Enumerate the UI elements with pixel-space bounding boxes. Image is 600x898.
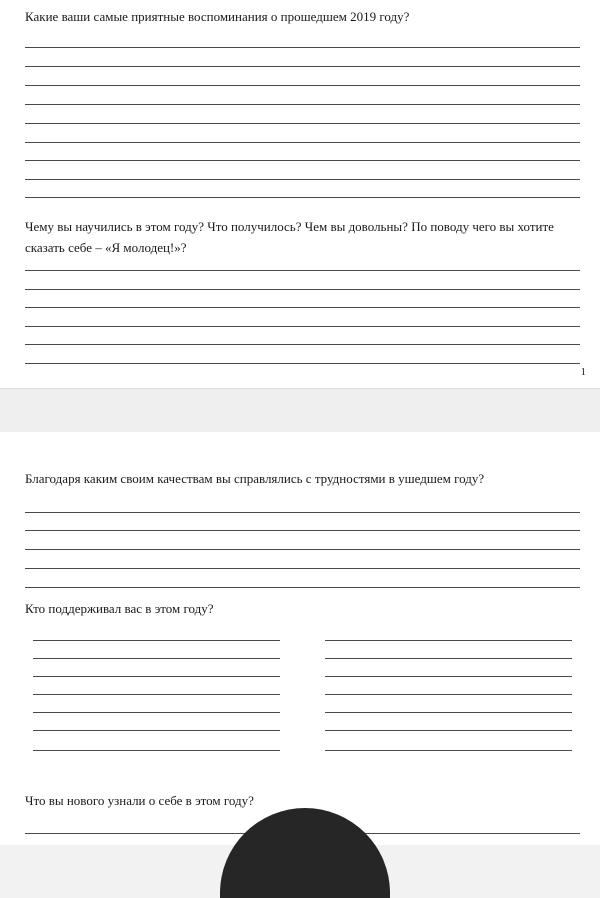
answer-line[interactable] [25, 363, 580, 364]
answer-line-left[interactable] [33, 712, 280, 713]
answer-line[interactable] [25, 512, 580, 513]
answer-line-right[interactable] [325, 712, 572, 713]
answer-line[interactable] [25, 326, 580, 327]
page-number: 1 [580, 366, 586, 378]
answer-line-left[interactable] [33, 750, 280, 751]
answer-line[interactable] [25, 123, 580, 124]
question-qualities: Благодаря каким своим качествам вы справлялись с трудностями в ушедшем году? [25, 471, 485, 486]
question-who-supported: Кто поддерживал вас в этом году? [25, 601, 214, 616]
answer-line[interactable] [25, 197, 580, 198]
answer-line-right[interactable] [325, 676, 572, 677]
answer-line-right[interactable] [325, 694, 572, 695]
answer-line-left[interactable] [33, 730, 280, 731]
answer-line[interactable] [25, 179, 580, 180]
answer-line[interactable] [25, 344, 580, 345]
answer-line-left[interactable] [33, 694, 280, 695]
answer-line-left[interactable] [33, 640, 280, 641]
question-what-learned: Чему вы научились в этом году? Что получилось? Чем вы довольны? По поводу чего вы хотите сказать себе – «Я молодец!»? [25, 219, 554, 255]
answer-line[interactable] [25, 289, 580, 290]
answer-line[interactable] [25, 270, 580, 271]
question-learned-about-self: Что вы нового узнали о себе в этом году? [25, 793, 254, 808]
answer-line[interactable] [25, 307, 580, 308]
answer-line[interactable] [25, 568, 580, 569]
answer-line[interactable] [25, 160, 580, 161]
answer-line[interactable] [25, 66, 580, 67]
answer-line[interactable] [25, 47, 580, 48]
answer-line[interactable] [25, 142, 580, 143]
answer-line[interactable] [25, 549, 580, 550]
answer-line-left[interactable] [33, 676, 280, 677]
document-page-1 [0, 0, 600, 388]
answer-line-left[interactable] [33, 658, 280, 659]
answer-line-right[interactable] [325, 750, 572, 751]
answer-line[interactable] [25, 530, 580, 531]
question-pleasant-memories: Какие ваши самые приятные воспоминания о прошедшем 2019 году? [25, 9, 410, 24]
document-page-2 [0, 432, 600, 845]
answer-line[interactable] [25, 85, 580, 86]
answer-line-right[interactable] [325, 640, 572, 641]
answer-line-right[interactable] [325, 658, 572, 659]
answer-line[interactable] [25, 587, 580, 588]
page-separator [0, 388, 600, 434]
answer-line-right[interactable] [325, 730, 572, 731]
answer-line[interactable] [25, 104, 580, 105]
